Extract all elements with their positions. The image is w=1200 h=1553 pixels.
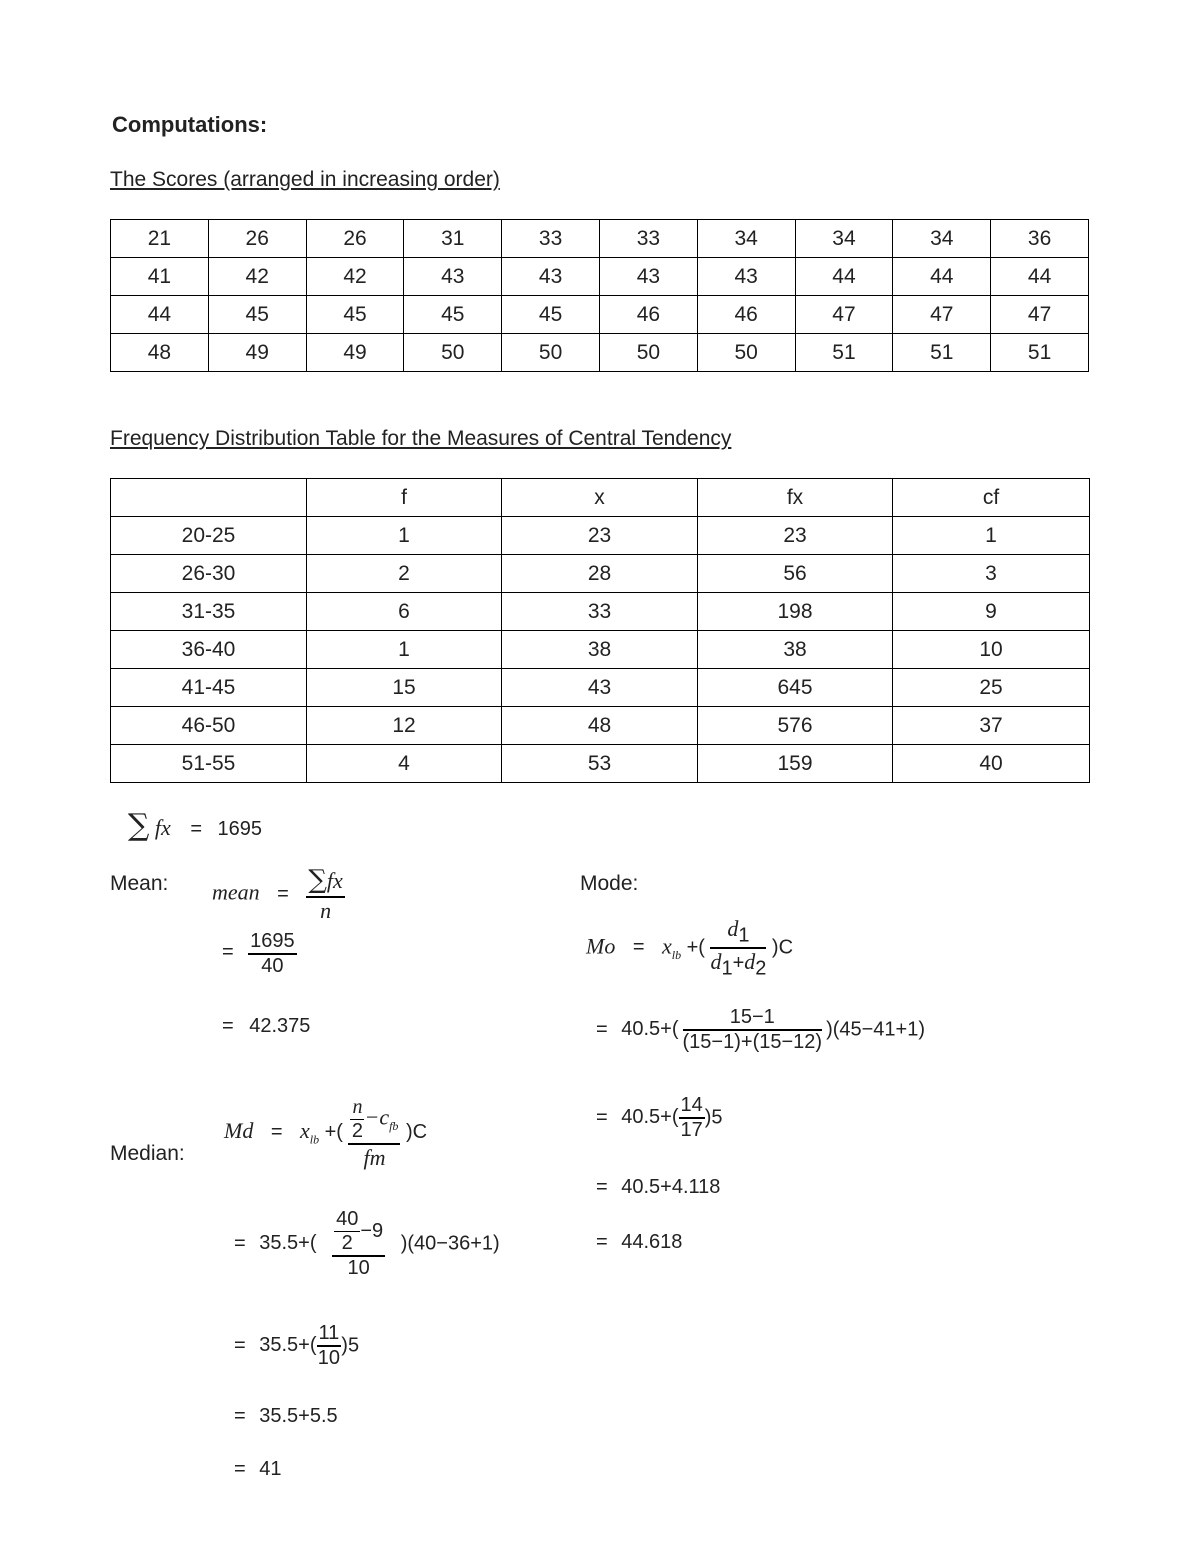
mean-result-line (222, 1015, 310, 1038)
score-cell: 21 (111, 220, 209, 258)
score-cell: 45 (404, 296, 502, 334)
freq-row (111, 479, 1090, 517)
freq-cell: 23 (502, 517, 698, 555)
freq-row (111, 707, 1090, 745)
mode-step1 (596, 1006, 925, 1054)
mode-s2-fraction (679, 1094, 705, 1142)
freq-cell: 38 (698, 631, 893, 669)
freq-cell: 15 (307, 669, 502, 707)
freq-cell: 6 (307, 593, 502, 631)
freq-row (111, 631, 1090, 669)
freq-cell: 1 (893, 517, 1090, 555)
median-c-sub: fb (389, 1118, 399, 1133)
median-s1-numbot: 2 (341, 1232, 353, 1254)
median-step3 (234, 1405, 338, 1428)
mode-s2-post: )5 (704, 1106, 723, 1129)
median-two: 2 (351, 1120, 364, 1142)
freq-row (111, 555, 1090, 593)
freq-cell: fx (698, 479, 893, 517)
median-s1-den: 10 (347, 1257, 370, 1279)
mode-d1-sub: 1 (738, 924, 750, 947)
mode-x-sub: lb (671, 947, 682, 962)
equals-sign: = (632, 936, 645, 959)
freq-cell (111, 479, 307, 517)
frequency-table (110, 478, 1090, 783)
score-cell: 50 (599, 334, 697, 372)
mean-num-var: fx (326, 868, 343, 893)
mode-s2-den: 17 (680, 1119, 703, 1141)
score-cell: 44 (111, 296, 209, 334)
freq-cell: 9 (893, 593, 1090, 631)
score-cell: 26 (208, 220, 306, 258)
median-fm: fm (363, 1145, 386, 1170)
score-cell: 47 (795, 296, 893, 334)
freq-cell: 48 (502, 707, 698, 745)
freq-cell: 4 (307, 745, 502, 783)
mean-den: n (320, 897, 332, 923)
mean-step1 (222, 930, 297, 978)
equals-sign: = (234, 1458, 246, 1480)
freq-cell: 41-45 (111, 669, 307, 707)
equals-sign: = (222, 1015, 234, 1037)
freq-title: Frequency Distribution Table for the Measures of Central Tendency (110, 427, 732, 450)
freq-cell: 26-30 (111, 555, 307, 593)
mean-lhs: mean (212, 879, 260, 905)
median-step2 (234, 1322, 359, 1370)
score-cell: 42 (208, 258, 306, 296)
score-cell: 43 (502, 258, 600, 296)
score-cell: 45 (502, 296, 600, 334)
sigma-symbol: ∑ (308, 865, 327, 895)
score-cell: 31 (404, 220, 502, 258)
score-cell: 48 (111, 334, 209, 372)
freq-cell: 20-25 (111, 517, 307, 555)
score-cell: 43 (404, 258, 502, 296)
score-cell: 45 (306, 296, 404, 334)
median-s1-minus: −9 (360, 1219, 384, 1242)
median-result-line (234, 1458, 282, 1481)
median-s1-pre: 35.5+( (259, 1232, 317, 1255)
mode-label: Mode: (580, 872, 639, 895)
score-cell: 43 (599, 258, 697, 296)
equals-sign: = (596, 1176, 608, 1198)
equals-sign: = (270, 1121, 283, 1144)
equals-sign: = (222, 941, 234, 964)
mode-plus-paren: +( (686, 936, 705, 959)
mode-d2-sub: 2 (755, 957, 767, 980)
score-cell: 34 (697, 220, 795, 258)
page-heading: Computations: (112, 112, 268, 137)
median-s1-post: )(40−36+1) (400, 1232, 500, 1255)
mode-result: 44.618 (621, 1231, 683, 1253)
freq-cell: 159 (698, 745, 893, 783)
freq-cell: cf (893, 479, 1090, 517)
mean-result: 42.375 (249, 1015, 311, 1037)
freq-row (111, 669, 1090, 707)
mode-result-line (596, 1231, 682, 1254)
mode-s2-num: 14 (679, 1094, 705, 1119)
score-cell: 50 (404, 334, 502, 372)
score-cell: 47 (893, 296, 991, 334)
freq-cell: 25 (893, 669, 1090, 707)
score-cell: 46 (599, 296, 697, 334)
score-cell: 44 (991, 258, 1089, 296)
freq-cell: 645 (698, 669, 893, 707)
median-fraction (348, 1096, 400, 1170)
mode-s1-post: )(45−41+1) (826, 1018, 926, 1041)
freq-cell: 1 (307, 631, 502, 669)
score-cell: 49 (208, 334, 306, 372)
freq-cell: 38 (502, 631, 698, 669)
median-s3: 35.5+5.5 (259, 1405, 338, 1427)
score-cell: 51 (795, 334, 893, 372)
freq-cell: 576 (698, 707, 893, 745)
freq-cell: 53 (502, 745, 698, 783)
freq-cell: x (502, 479, 698, 517)
freq-row (111, 593, 1090, 631)
freq-cell: 12 (307, 707, 502, 745)
score-row (111, 220, 1089, 258)
equals-sign: = (596, 1231, 608, 1253)
freq-cell: 36-40 (111, 631, 307, 669)
median-step1 (234, 1208, 500, 1280)
mean-fraction (306, 866, 344, 923)
mode-s1-pre: 40.5+( (621, 1018, 679, 1041)
median-s1-numtop: 40 (336, 1208, 359, 1230)
median-minus-c: −c (364, 1104, 390, 1130)
median-s2-post: )5 (341, 1334, 360, 1357)
freq-cell: 33 (502, 593, 698, 631)
mode-d1-den-sub: 1 (721, 957, 733, 980)
median-formula (224, 1096, 427, 1170)
freq-cell: 198 (698, 593, 893, 631)
scores-table (110, 219, 1089, 372)
freq-cell: 37 (893, 707, 1090, 745)
score-cell: 33 (502, 220, 600, 258)
equals-sign: = (596, 1106, 608, 1129)
median-plus-paren: +( (324, 1121, 343, 1144)
equals-sign: = (596, 1018, 608, 1041)
mode-step3 (596, 1176, 720, 1199)
mode-close-c: )C (771, 936, 794, 959)
score-cell: 47 (991, 296, 1089, 334)
freq-row (111, 517, 1090, 555)
mode-lhs: Mo (586, 933, 616, 959)
median-x: x (300, 1118, 310, 1144)
score-cell: 44 (795, 258, 893, 296)
score-cell: 46 (697, 296, 795, 334)
sum-fx-line (128, 808, 262, 843)
scores-title: The Scores (arranged in increasing order) (110, 168, 500, 191)
mode-d1: d (727, 916, 739, 941)
median-x-sub: lb (309, 1132, 320, 1147)
score-row (111, 296, 1089, 334)
median-s2-fraction (317, 1322, 342, 1370)
freq-cell: 3 (893, 555, 1090, 593)
freq-cell: 43 (502, 669, 698, 707)
median-s2-num: 11 (317, 1322, 342, 1347)
equals-sign: = (234, 1405, 246, 1427)
equals-sign: = (190, 818, 202, 840)
freq-cell: 10 (893, 631, 1090, 669)
median-result: 41 (259, 1458, 282, 1480)
score-cell: 34 (795, 220, 893, 258)
freq-cell: 28 (502, 555, 698, 593)
median-n: n (352, 1096, 363, 1118)
mode-step2 (596, 1094, 723, 1142)
score-row (111, 334, 1089, 372)
median-close-c: )C (405, 1121, 428, 1144)
mode-s1-num: 15−1 (683, 1006, 823, 1031)
mode-s3: 40.5+4.118 (621, 1176, 721, 1198)
score-cell: 26 (306, 220, 404, 258)
score-cell: 49 (306, 334, 404, 372)
mode-fraction (710, 916, 766, 981)
score-cell: 36 (991, 220, 1089, 258)
freq-cell: f (307, 479, 502, 517)
mode-d-plus: + (732, 952, 745, 975)
score-cell: 43 (697, 258, 795, 296)
freq-cell: 2 (307, 555, 502, 593)
mean-step1-den: 40 (261, 955, 284, 977)
freq-cell: 40 (893, 745, 1090, 783)
score-cell: 42 (306, 258, 404, 296)
mode-x: x (662, 933, 672, 959)
freq-cell: 51-55 (111, 745, 307, 783)
score-cell: 44 (893, 258, 991, 296)
median-s2-pre: 35.5+( (259, 1334, 317, 1357)
freq-cell: 46-50 (111, 707, 307, 745)
score-cell: 45 (208, 296, 306, 334)
sum-fx-var: fx (154, 815, 171, 840)
freq-cell: 31-35 (111, 593, 307, 631)
median-s2-den: 10 (317, 1347, 341, 1369)
mean-step1-fraction (248, 930, 297, 978)
median-label: Median: (110, 1142, 185, 1165)
mean-formula (212, 866, 345, 923)
mode-s1-fraction (683, 1006, 823, 1054)
score-cell: 50 (502, 334, 600, 372)
median-lhs: Md (224, 1118, 254, 1144)
score-cell: 41 (111, 258, 209, 296)
equals-sign: = (234, 1334, 246, 1357)
score-cell: 50 (697, 334, 795, 372)
score-cell: 33 (599, 220, 697, 258)
equals-sign: = (277, 882, 289, 905)
mode-s2-pre: 40.5+( (621, 1106, 679, 1129)
freq-cell: 1 (307, 517, 502, 555)
equals-sign: = (234, 1232, 246, 1255)
mean-label: Mean: (110, 872, 169, 895)
mode-d1-den: d (710, 949, 722, 975)
median-s1-fraction (332, 1208, 385, 1280)
score-cell: 51 (893, 334, 991, 372)
mean-step1-num: 1695 (248, 930, 297, 955)
mode-formula (586, 916, 793, 981)
score-cell: 51 (991, 334, 1089, 372)
sum-fx-value: 1695 (217, 818, 262, 840)
freq-cell: 56 (698, 555, 893, 593)
mode-d2: d (744, 949, 756, 975)
score-cell: 34 (893, 220, 991, 258)
sigma-symbol: ∑ (128, 808, 150, 843)
freq-row (111, 745, 1090, 783)
mode-s1-den: (15−1)+(15−12) (682, 1031, 823, 1053)
score-row (111, 258, 1089, 296)
freq-cell: 23 (698, 517, 893, 555)
